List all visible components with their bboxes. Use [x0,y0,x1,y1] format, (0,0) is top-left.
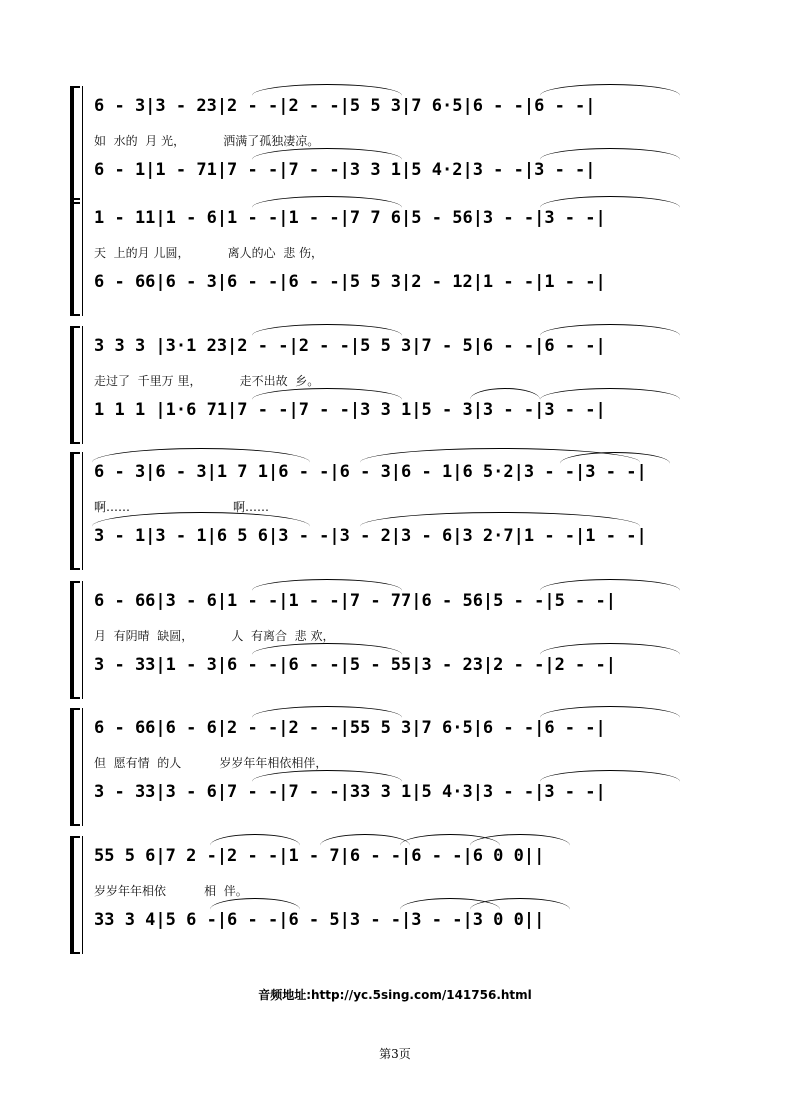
upper-voice-line: 6 - 66|6 - 6|2 - -|2 - -|55 5 3|7 6·5|6 - -|6 - -| [94,718,606,738]
system-brace [70,452,80,570]
score-system-4 [70,446,710,576]
upper-voice-line: 3 3 3 |3·1 23|2 - -|2 - -|5 5 3|7 - 5|6 - -|6 - -| [94,336,606,356]
lower-voice-line: 3 - 1|3 - 1|6 5 6|3 - -|3 - 2|3 - 6|3 2·7|1 - -|1 - -| [94,526,647,546]
lyric-line: 走过了 千里万 里， 走不出故 乡。 [94,374,320,388]
upper-voice-line: 6 - 3|3 - 23|2 - -|2 - -|5 5 3|7 6·5|6 - -|6 - -| [94,96,596,116]
lower-voice-line: 3 - 33|1 - 3|6 - -|6 - -|5 - 55|3 - 23|2 - -|2 - -| [94,655,616,675]
lower-voice-line: 6 - 1|1 - 71|7 - -|7 - -|3 3 1|5 4·2|3 - -|3 - -| [94,160,596,180]
lyric-line: 天 上的月 儿圆， 离人的心 悲 伤， [94,246,324,260]
upper-voice-line: 6 - 3|6 - 3|1 7 1|6 - -|6 - 3|6 - 1|6 5·2|3 - -|3 - -| [94,462,647,482]
upper-voice-line: 55 5 6|7 2 -|2 - -|1 - 7|6 - -|6 - -|6 0 0|| [94,846,545,866]
system-brace [70,836,80,954]
score-system-2 [70,192,710,322]
upper-voice-line: 1 - 11|1 - 6|1 - -|1 - -|7 7 6|5 - 56|3 - -|3 - -| [94,208,606,228]
lower-voice-line: 33 3 4|5 6 -|6 - -|6 - 5|3 - -|3 - -|3 0 0|| [94,910,545,930]
score-system-6 [70,702,710,832]
audio-url: 音频地址:http://yc.5sing.com/141756.html [258,988,532,1002]
lower-voice-line: 1 1 1 |1·6 71|7 - -|7 - -|3 3 1|5 - 3|3 - -|3 - -| [94,400,606,420]
system-brace [70,198,80,316]
system-brace [70,86,80,204]
lyric-line: 岁岁年年相依 相 伴。 [94,884,248,898]
system-brace [70,326,80,444]
lower-voice-line: 3 - 33|3 - 6|7 - -|7 - -|33 3 1|5 4·3|3 - -|3 - -| [94,782,606,802]
score-system-3 [70,320,710,450]
score-system-7 [70,830,710,960]
score-system-1 [70,80,710,210]
lower-voice-line: 6 - 66|6 - 3|6 - -|6 - -|5 5 3|2 - 12|1 - -|1 - -| [94,272,606,292]
page-number: 第3页 [379,1047,411,1061]
lyric-line: 啊…… 啊…… [94,500,269,514]
upper-voice-line: 6 - 66|3 - 6|1 - -|1 - -|7 - 77|6 - 56|5 - -|5 - -| [94,591,616,611]
lyric-line: 但 愿有情 的人 岁岁年年相依相伴， [94,756,328,770]
lyric-line: 如 水的 月 光， 洒满了孤独凄凉。 [94,134,320,148]
lyric-line: 月 有阴晴 缺圆， 人 有离合 悲 欢， [94,629,335,643]
system-brace [70,581,80,699]
score-system-5 [70,575,710,705]
system-brace [70,708,80,826]
